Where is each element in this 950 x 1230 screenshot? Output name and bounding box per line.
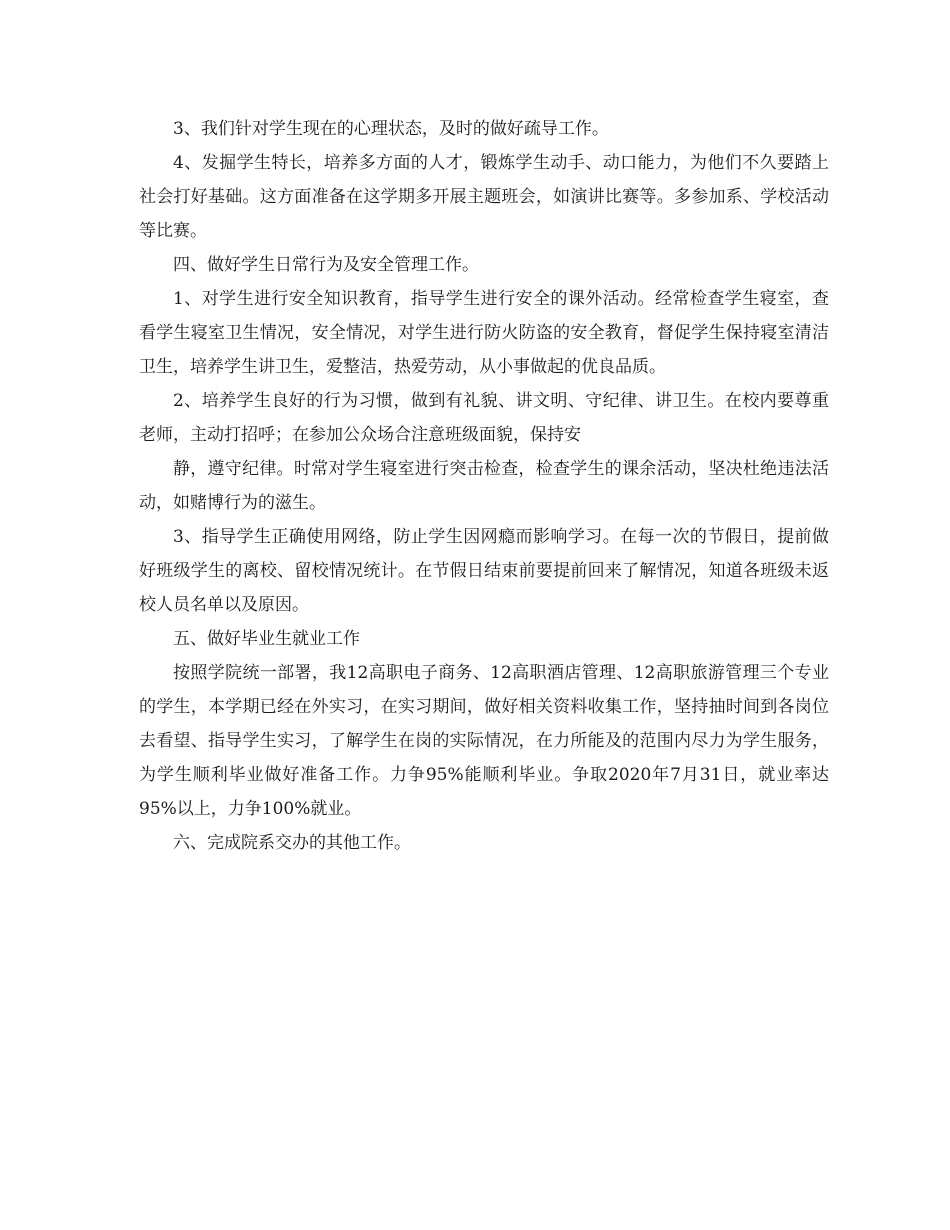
paragraph-internship: 按照学院统一部署，我12高职电子商务、12高职酒店管理、12高职旅游管理三个专业的学生，本学期已经在外实习，在实习期间，做好相关资料收集工作，坚持抽时间到各岗位去看望、指导学生实习，了解学生在岗的实际情况，在力所能及的范围内尽力为学生服务，为学生顺利毕业做好准备工作。力争95%能顺利毕业。争取2020年7月31日，就业率达95%以上，力争100%就业。 (139, 663, 829, 819)
section-heading-daily-safety: 四、做好学生日常行为及安全管理工作。 (173, 255, 479, 275)
document-body (139, 112, 829, 860)
paragraph-discipline: 静，遵守纪律。时常对学生寝室进行突击检查，检查学生的课余活动，坚决杜绝违法活动，如赌博行为的滋生。 (139, 459, 829, 513)
paragraph-talent-development: 4、发掘学生特长，培养多方面的人才，锻炼学生动手、动口能力，为他们不久要踏上社会打好基础。这方面准备在这学期多开展主题班会，如演讲比赛等。多参加系、学校活动等比赛。 (139, 153, 829, 241)
paragraph-counseling: 3、我们针对学生现在的心理状态，及时的做好疏导工作。 (173, 119, 609, 139)
paragraph-internet-use: 3、指导学生正确使用网络，防止学生因网瘾而影响学习。在每一次的节假日，提前做好班级学生的离校、留校情况统计。在节假日结束前要提前回来了解情况，知道各班级未返校人员名单以及原因。 (139, 527, 829, 615)
paragraph-safety-education: 1、对学生进行安全知识教育，指导学生进行安全的课外活动。经常检查学生寝室，查看学生寝室卫生情况，安全情况，对学生进行防火防盗的安全教育，督促学生保持寝室清洁卫生，培养学生讲卫生，爱整洁，热爱劳动，从小事做起的优良品质。 (139, 289, 829, 377)
paragraph-behavior-habits: 2、培养学生良好的行为习惯，做到有礼貌、讲文明、守纪律、讲卫生。在校内要尊重老师，主动打招呼；在参加公众场合注意班级面貌，保持安 (139, 391, 829, 445)
section-heading-employment: 五、做好毕业生就业工作 (173, 629, 360, 649)
section-heading-other-work: 六、完成院系交办的其他工作。 (173, 833, 411, 853)
